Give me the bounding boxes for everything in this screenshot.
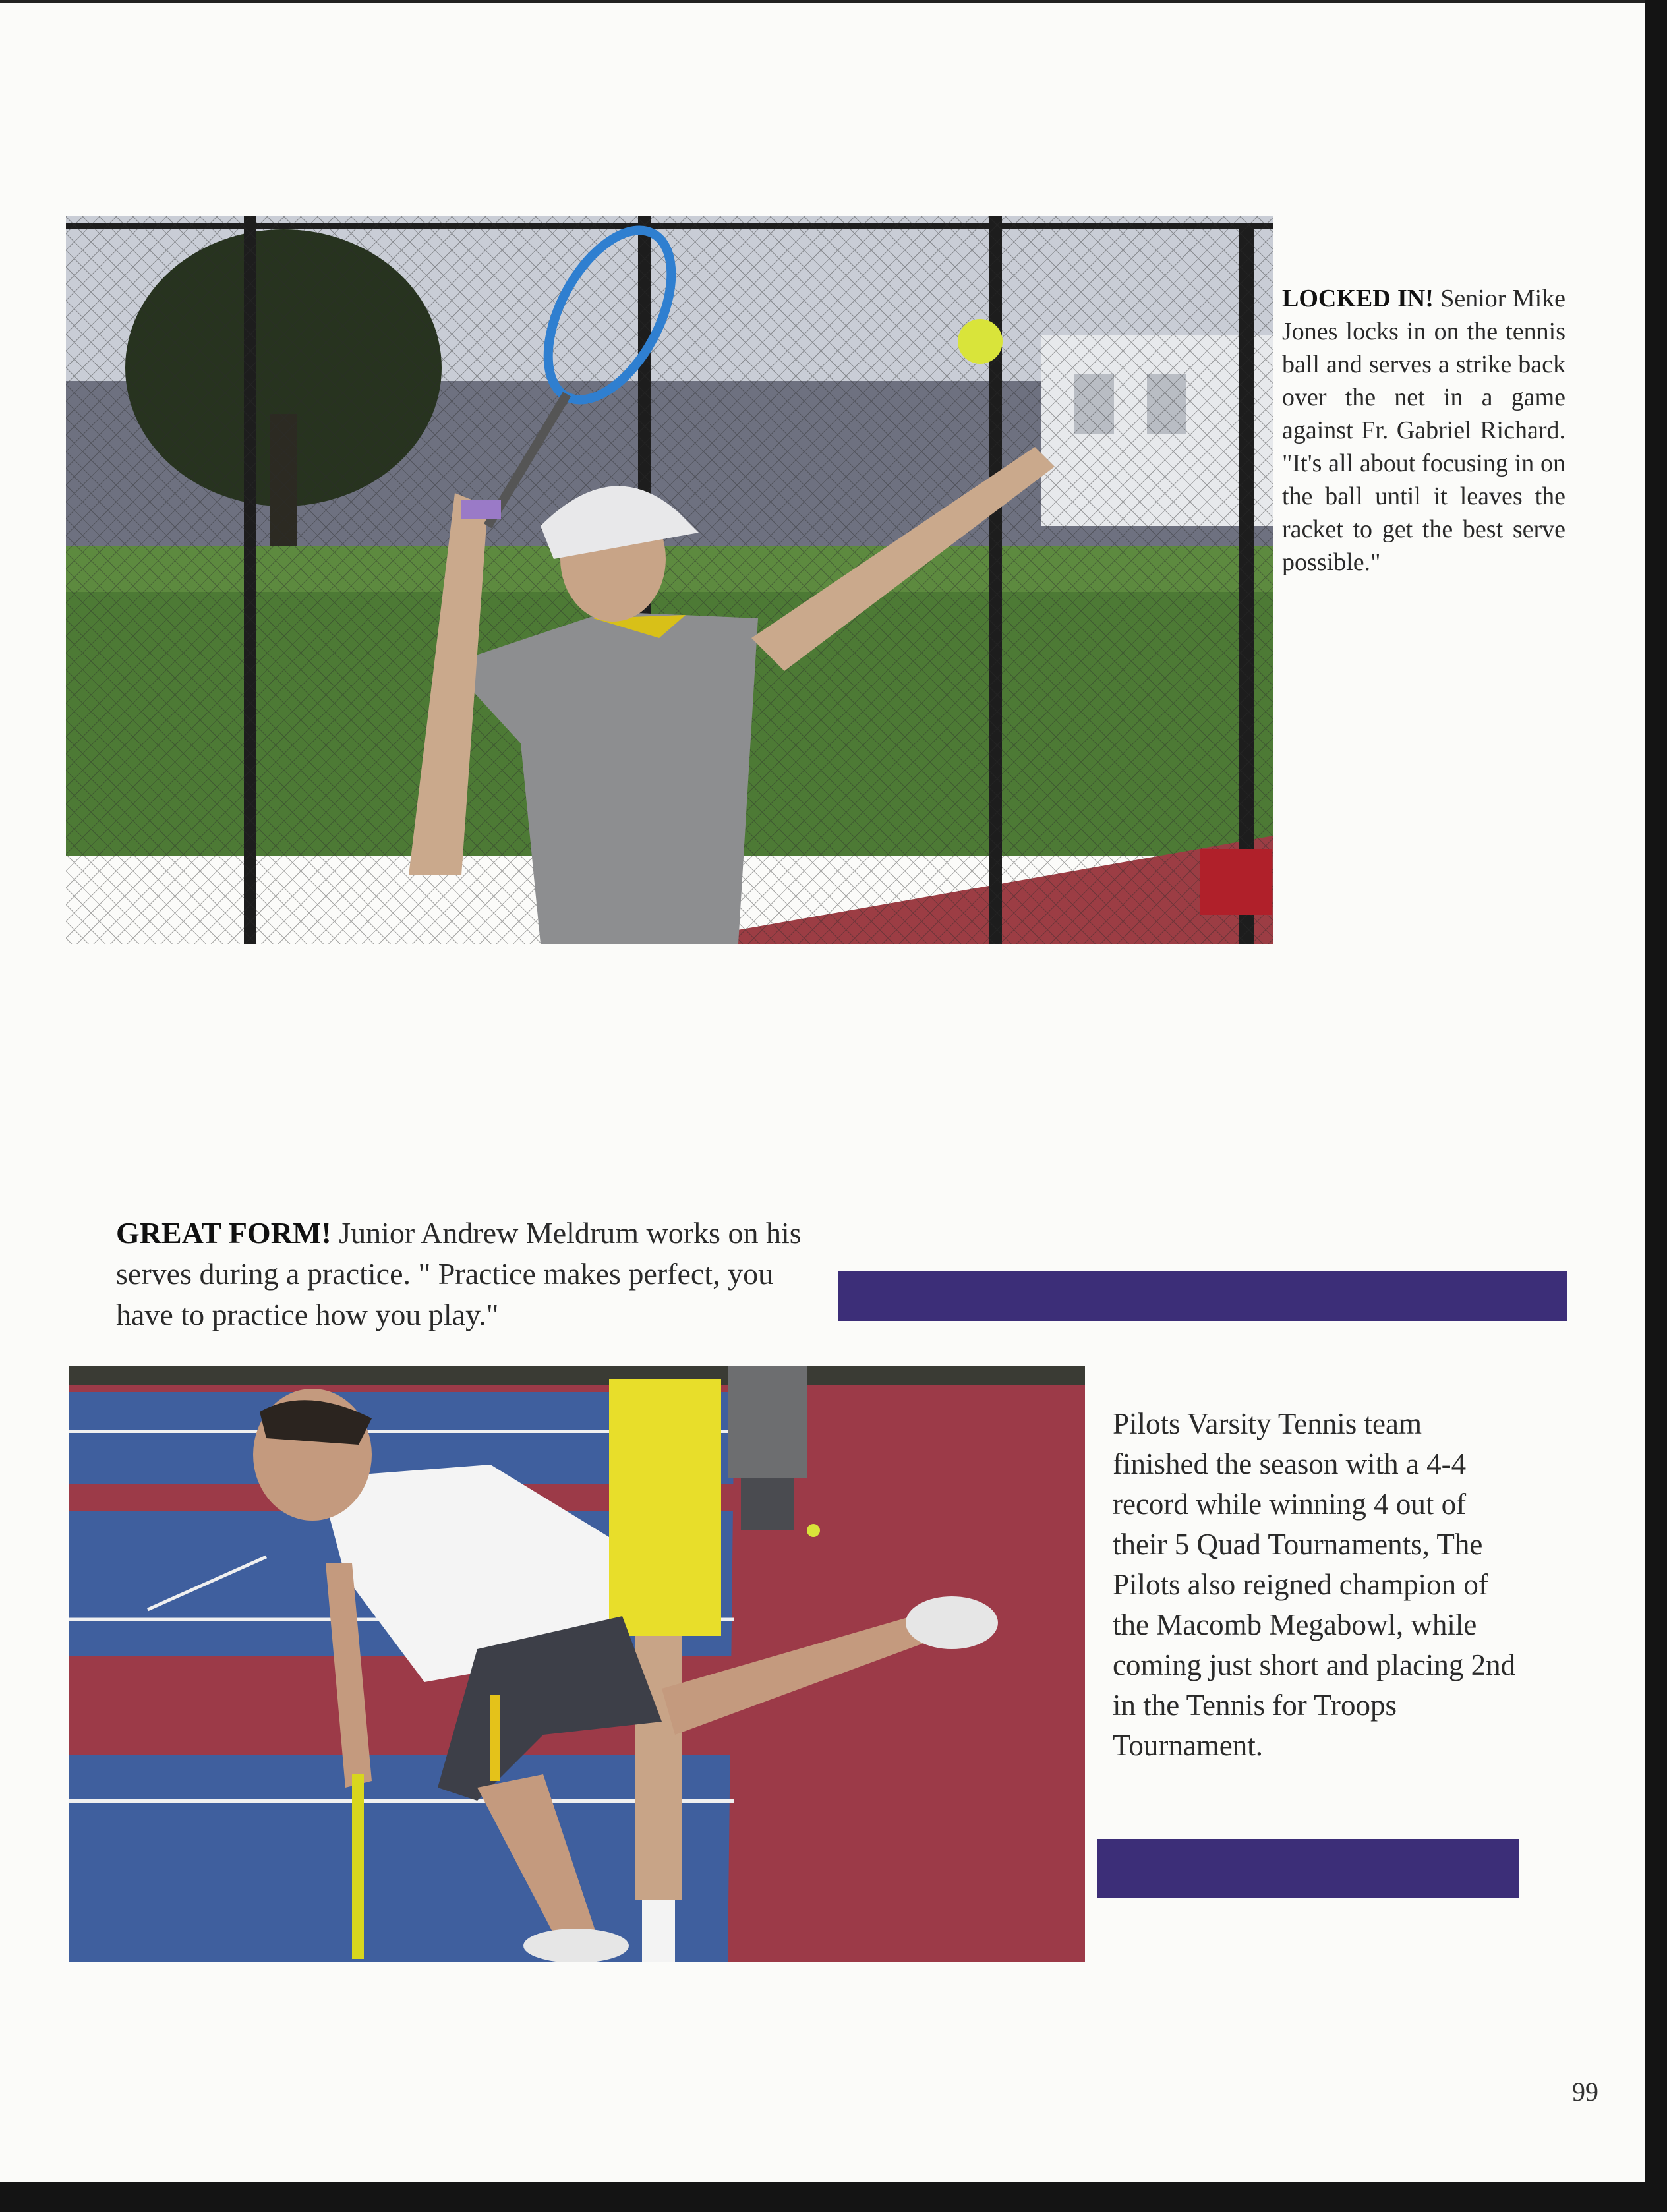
caption-great-form-lead: GREAT FORM!	[116, 1216, 332, 1250]
photo-serve-practice	[69, 1366, 1085, 1962]
photo-serve-fence-illustration	[66, 216, 1273, 944]
caption-locked-in	[1282, 282, 1565, 579]
accent-bar-top	[838, 1271, 1567, 1321]
caption-great-form	[116, 1213, 808, 1335]
accent-bar-bottom	[1097, 1839, 1519, 1898]
page-number: 99	[1572, 2077, 1598, 2107]
caption-locked-in-lead: LOCKED IN!	[1282, 285, 1434, 312]
photo-serve-fence	[66, 216, 1273, 944]
scan-edge-bottom	[0, 2182, 1667, 2212]
photo-serve-practice-illustration	[69, 1366, 1085, 1962]
caption-great-form-body: Junior Andrew Meldrum works on his serves during a practice. " Practice makes perfect, you have to practice how you play."	[116, 1216, 802, 1331]
scan-edge-right	[1645, 0, 1667, 2212]
caption-locked-in-body: Senior Mike Jones locks in on the tennis ball and serves a strike back over the net in a game against Fr. Gabriel Richard. "It's all about focusing in on the ball until it leaves the racket to get the best serve possible."	[1282, 285, 1565, 576]
season-summary: Pilots Varsity Tennis team finished the season with a 4-4 record while winning 4 out of their 5 Quad Tournaments, The Pilots also reigned champion of the Macomb Megabowl, while coming just short and placing 2nd in the Tennis for Troops Tournament.	[1113, 1407, 1516, 1762]
scan-edge-top	[0, 0, 1667, 3]
